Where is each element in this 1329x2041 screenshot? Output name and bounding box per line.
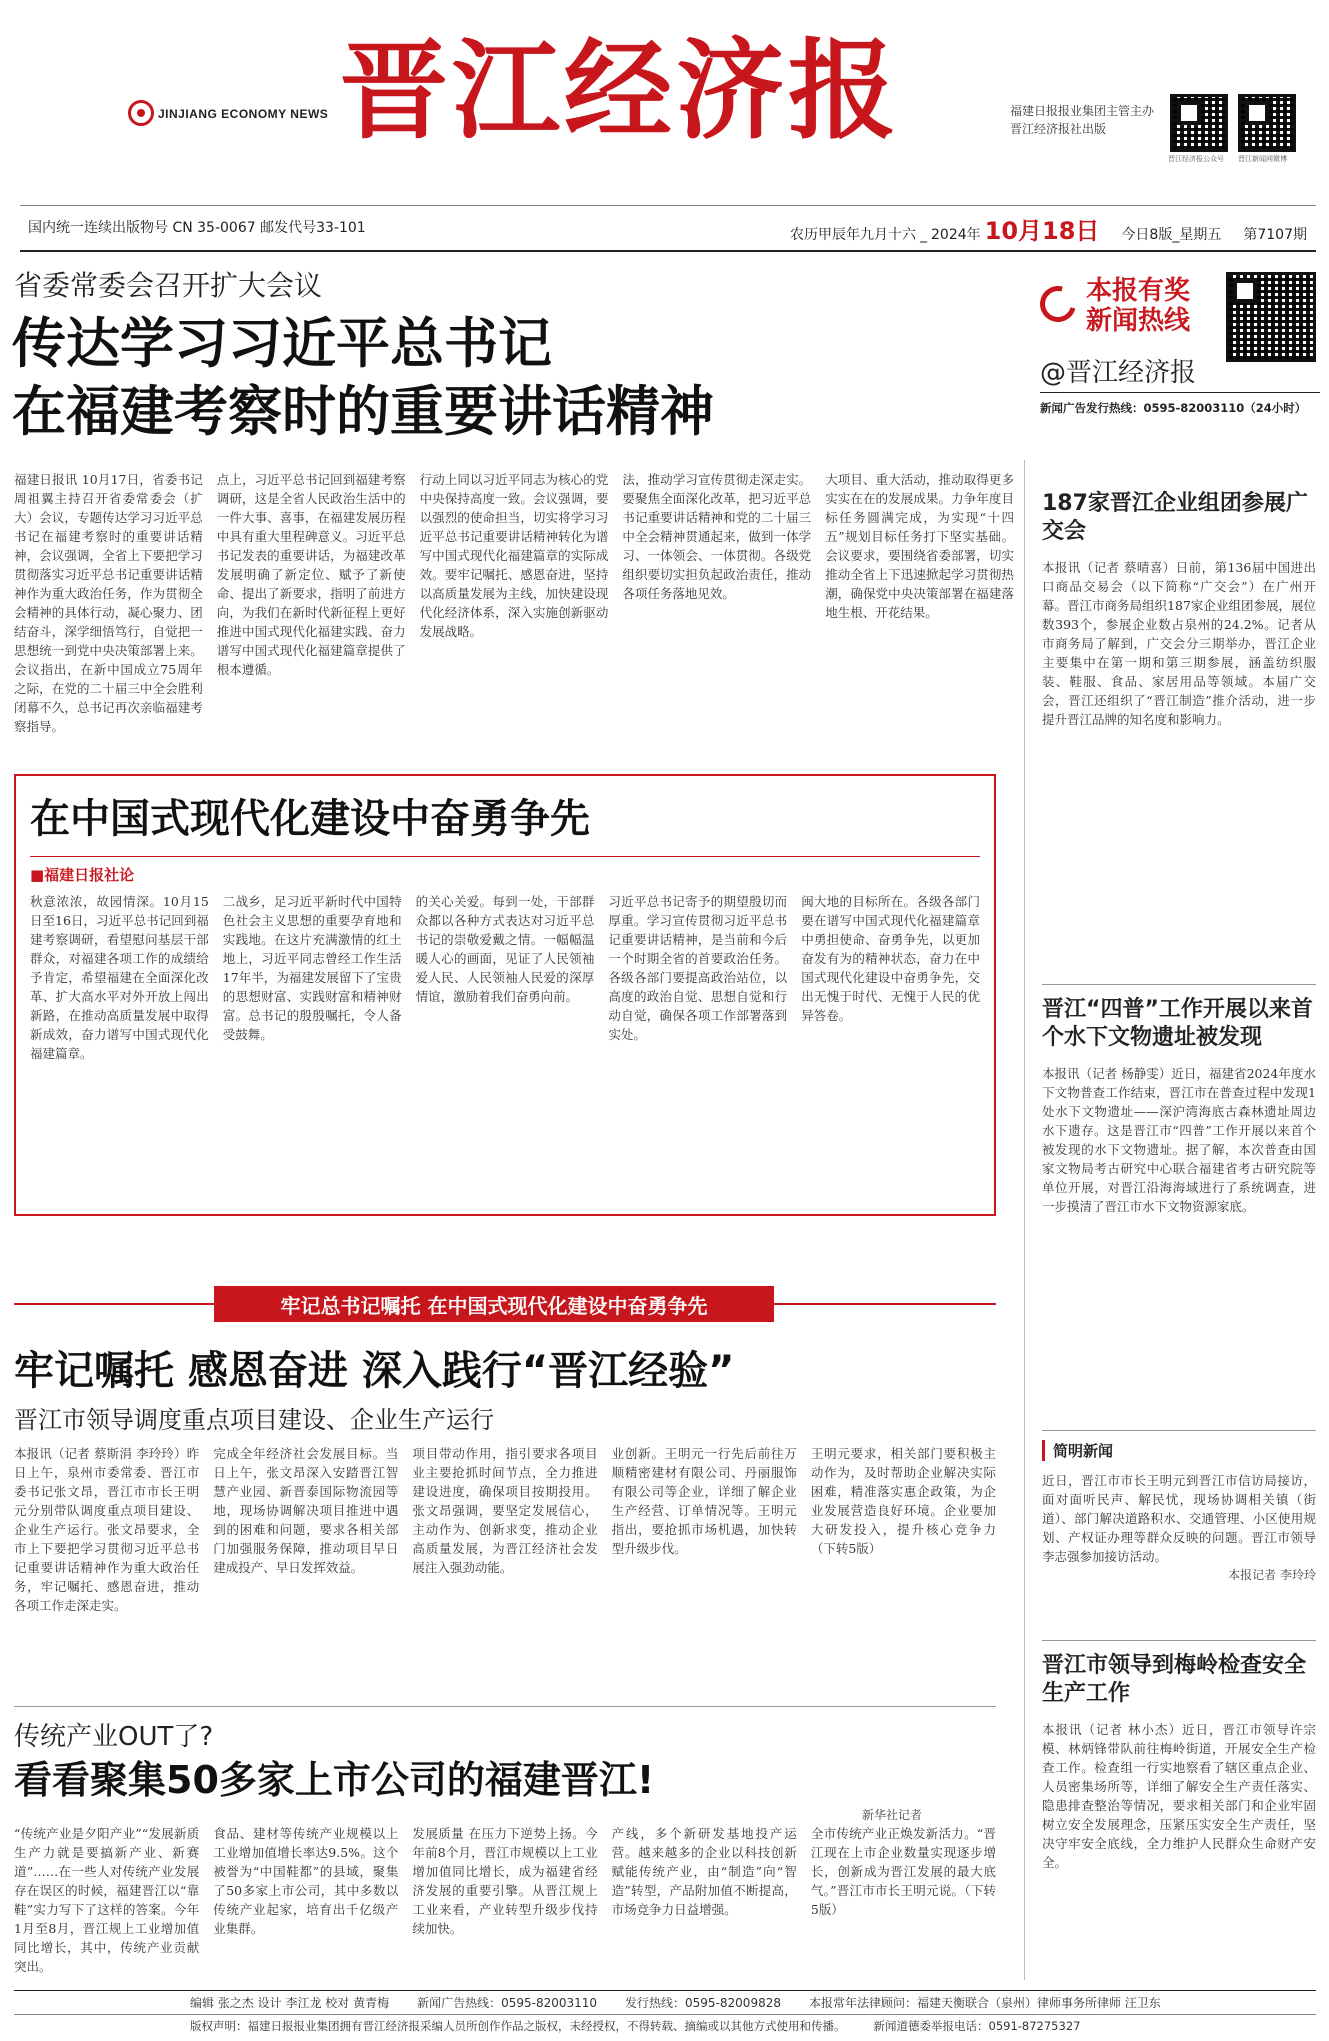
section-banner bbox=[214, 1286, 774, 1322]
story2-col-2: 完成全年经济社会发展目标。当日上午，张文昂深入安踏晋江智慧产业园、新晋泰国际物流园等地，现场协调解决项目推进中遇到的困难和问题，要求各相关部门加强服务保障，推动项目早日建成投产、早日发挥效益。 bbox=[213, 1446, 399, 1575]
qr1-caption: 晋江经济报公众号 bbox=[1168, 155, 1224, 163]
story3-headline: 看看聚集50多家上市公司的福建晋江! bbox=[14, 1758, 655, 1802]
lead-headline-2: 在福建考察时的重要讲话精神 bbox=[12, 380, 714, 443]
lead-body bbox=[14, 470, 1014, 760]
date-line: 农历甲辰年九月十六 _ 2024年 10月18日 今日8版_星期五 第7107期 bbox=[790, 211, 1307, 246]
editorial-box bbox=[14, 774, 996, 1216]
hotline-phone: 新闻广告发行热线：0595-82003110（24小时） bbox=[1040, 401, 1307, 415]
story3-kicker: 传统产业OUT了? bbox=[14, 1722, 214, 1752]
footer-row-1 bbox=[190, 1994, 1161, 2011]
logo-english: JINJIANG ECONOMY NEWS bbox=[158, 107, 329, 121]
story3-col-3: 发展质量 在压力下逆势上扬。今年前8个月，晋江市规模以上工业增加值同比增长，成为福建省经济发展的重要引擎。从晋江规上工业来看，产业转型升级步伐持续加快。 bbox=[412, 1826, 598, 1936]
lead-col-1: 福建日报讯 10月17日，省委书记周祖翼主持召开省委常委会（扩大）会议，专题传达学习习近平总书记在福建考察时的重要讲话精神，会议强调，全省上下要把学习贯彻落实习近平总书记重要讲话精神作为重大政治任务，作为贯彻全会精神的具体行动，凝心聚力、团结奋斗，深学细悟笃行，自觉把一思想统一到党中央决策部署上来。会议指出，在新中国成立75周年之际，在党的二十届三中全会胜利闭幕不久，总书记再次亲临福建考察指导。 bbox=[14, 472, 203, 734]
section-banner-text: 牢记总书记嘱托 在中国式现代化建设中奋勇争先 bbox=[280, 1293, 708, 1318]
editorial-headline: 在中国式现代化建设中奋勇争先 bbox=[30, 796, 590, 842]
info-bar bbox=[0, 205, 1329, 251]
sidebar-story2-text: 本报讯（记者 杨静雯）近日，福建省2024年度水下文物普查工作结束，晋江市在普查过程中发现1处水下文物遗址——深沪湾海底古森林遗址周边水下遗存。这是晋江市“四普”工作开展以来首个被发现的水下文物遗址。据了解，本次普查由国家文物局考古研究中心联合福建省考古研究院等单位开展，对晋江沿海海域进行了系统调查，进一步摸清了晋江市水下文物资源家底。 bbox=[1042, 1066, 1316, 1214]
weibo-qr-code bbox=[1238, 94, 1296, 152]
date-big: 10月18日 bbox=[984, 217, 1100, 245]
footer-copyright: 版权声明：福建日报报业集团拥有晋江经济报采编人员所创作作品之版权，未经授权，不得转载、摘编或以其他方式使用和传播。 bbox=[190, 2019, 846, 2033]
lead-col-2: 点上，习近平总书记回到福建考察调研，这是全省人民政治生活中的一件大事、喜事，在福建发展历程中具有重大里程碑意义。习近平总书记发表的重要讲话，为福建改革发展明确了新定位、赋予了新使命、提出了新要求，指明了前进方向，为我们在新时代新征程上更好推进中国式现代化福建实践、奋力谱写中国式现代化福建篇章提供了根本遵循。 bbox=[216, 472, 406, 677]
newspaper-logo-icon bbox=[128, 100, 154, 126]
footer-credits: 编辑 张之杰 设计 李江龙 校对 黄青梅 bbox=[190, 1996, 390, 2010]
issue-number: 第7107期 bbox=[1243, 227, 1307, 243]
brief-byline: 本报记者 李玲玲 bbox=[1228, 1568, 1316, 1582]
sidebar-story1-title: 187家晋江企业组团参展广交会 bbox=[1042, 491, 1308, 544]
editorial-col-2: 二战乡，足习近平新时代中国特色社会主义思想的重要孕育地和实践地。在这片充满激情的红土地上，习近平同志曾经工作生活17年半，为福建发展留下了宝贵的思想财富、实践财富和精神财富。总书记的殷殷嘱托，令人备受鼓舞。 bbox=[222, 894, 402, 1042]
sidebar-story3-text: 本报讯（记者 林小杰）近日，晋江市领导许宗模、林炳锋带队前往梅岭街道，开展安全生产检查工作。检查组一行实地察看了辖区重点企业、人员密集场所等，详细了解安全生产责任落实、隐患排查整治等情况，要求相关部门和企业牢固树立安全发展理念，压紧压实安全生产责任，坚决守牢安全底线，全力维护人民群众生命财产安全。 bbox=[1042, 1722, 1316, 1870]
story2-col-4: 业创新。王明元一行先后前往万顺精密建材有限公司、丹丽服饰有限公司等企业，详细了解企业生产经营、订单情况等。王明元指出，要抢抓市场机遇，加快转型升级步伐。 bbox=[611, 1446, 797, 1556]
sidebar-story3-title: 晋江市领导到梅岭检查安全生产工作 bbox=[1042, 1653, 1307, 1706]
lead-col-5: 大项目、重大活动，推动取得更多实实在在的发展成果。力争年度目标任务圆满完成，为实现“十四五”规划目标任务打下坚实基础。会议要求，要围绕省委部署，切实推动全省上下迅速掀起学习贯彻热潮，确保党中央决策部署在福建落地生根、开花结果。 bbox=[825, 472, 1014, 620]
weibo-handle: @晋江经济报 bbox=[1040, 358, 1197, 388]
sidebar-story-2 bbox=[1042, 996, 1316, 1426]
hotline-title-1: 本报有奖 bbox=[1086, 276, 1191, 306]
editorial-col-3: 的关心关爱。每到一处，干部群众都以各种方式表达对习近平总书记的崇敬爱戴之情。一幅幅温暖人心的画面，见证了人民领袖爱人民、人民领袖人民爱的深厚情谊，激励着我们奋勇向前。 bbox=[415, 894, 595, 1004]
editorial-col-1: 秋意浓浓，故园情深。10月15日至16日，习近平总书记回到福建考察调研，看望慰问基层干部群众，对福建各项工作的成绩给予肯定，希望福建在全面深化改革、扩大高水平对外开放上闯出新路，在推动高质量发展中取得新成效，奋力谱写中国式现代化福建篇章。 bbox=[30, 894, 209, 1061]
editorial-source: ■福建日报社论 bbox=[30, 866, 135, 884]
sidebar-brief bbox=[1042, 1440, 1316, 1600]
sidebar-story1-text: 本报讯（记者 蔡晴喜）日前，第136届中国进出口商品交易会（以下简称“广交会”）在广州开幕。晋江市商务局组织187家企业组团参展，展位数393个，参展企业数占泉州的24.2%。记者从市商务局了解到，广交会分三期举办，晋江企业主要集中在第一期和第三期参展，涵盖纺织服装、鞋服、食品、家居用品等领域。本届广交会，晋江还组织了“晋江制造”推介活动，进一步提升晋江品牌的知名度和影响力。 bbox=[1042, 560, 1316, 727]
editorial-col-5: 闽大地的目标所在。各级各部门要在谱写中国式现代化福建篇章中勇担使命、奋勇争先，以更加奋发有为的精神状态，奋力在中国式现代化建设中奋勇争先，交出无愧于时代、无愧于人民的优异答卷。 bbox=[801, 894, 980, 1023]
editorial-body bbox=[30, 892, 980, 1204]
story3-col-5: 全市传统产业正焕发新活力。“晋江现在上市企业数量实现逐步增长，创新成为晋江发展的最大底气。”晋江市市长王明元说。（下转5版） bbox=[810, 1826, 996, 1917]
year-text: 2024年 bbox=[931, 227, 981, 243]
footer-ad-phone: 新闻广告热线：0595-82003110 bbox=[417, 1996, 598, 2010]
hotline-box bbox=[1040, 272, 1320, 448]
footer-legal: 本报常年法律顾问：福建天衡联合（泉州）律师事务所律师 汪卫东 bbox=[808, 1996, 1161, 2010]
footer-dist-phone: 发行热线：0595-82009828 bbox=[625, 1996, 781, 2010]
wechat-qr-code bbox=[1170, 94, 1228, 152]
story3-col-1: “传统产业是夕阳产业”“发展新质生产力就是要搞新产业、新赛道”……在一些人对传统产业发展存在误区的时候，福建晋江以“靠鞋”实力写下了这样的答案。今年1月至8月，晋江规上工业增加值同比增长，其中，传统产业贡献突出。 bbox=[14, 1826, 200, 1974]
qr2-caption: 晋江新闻网微博 bbox=[1238, 155, 1287, 163]
publisher-line2: 晋江经济报社出版 bbox=[1010, 122, 1107, 136]
sidebar-story-1 bbox=[1042, 490, 1316, 980]
story2-col-1: 本报讯（记者 蔡斯涓 李玲玲）昨日上午，泉州市委常委、晋江市委书记张文昂，晋江市市长王明元分别带队调度重点项目建设、企业生产运行。张文昂要求，全市上下要把学习贯彻习近平总书记重要讲话精神作为重大政治任务，牢记嘱托、感恩奋进，推动各项工作走深走实。 bbox=[14, 1446, 200, 1613]
issn-line: 国内统一连续出版物号 CN 35-0067 邮发代号33-101 bbox=[28, 220, 366, 236]
story3-body bbox=[14, 1824, 996, 1982]
story3-col-4: 产线，多个新研发基地投产运营。越来越多的企业以科技创新赋能传统产业，由“制造”向“智造”转型，产品附加值不断提高，市场竞争力日益增强。 bbox=[611, 1826, 797, 1917]
story3-col-2: 食品、建材等传统产业规模以上工业增加值增长率达9.5%。这个被誉为“中国鞋都”的县域，聚集了50多家上市公司，其中多数以传统产业起家，培育出千亿级产业集群。 bbox=[213, 1826, 399, 1936]
publisher-line1: 福建日报报业集团主管主办 bbox=[1010, 104, 1155, 118]
footer-report-phone: 新闻道德委举报电话：0591-87275327 bbox=[873, 2019, 1081, 2033]
story2-body bbox=[14, 1444, 996, 1694]
story2-col-3: 项目带动作用，指引要求各项目业主要抢抓时间节点，全力推进建设进度，确保项目按期投用。张文昂强调，要坚定发展信心，主动作为、创新求变，推动企业高质量发展，为晋江经济社会发展注入强劲动能。 bbox=[412, 1446, 598, 1575]
hotline-qr-code bbox=[1226, 272, 1316, 362]
lunar-date: 农历甲辰年九月十六 bbox=[790, 227, 916, 243]
newspaper-title: 晋江经济报 bbox=[340, 29, 901, 154]
masthead bbox=[0, 0, 1329, 163]
story2-headline: 牢记嘱托 感恩奋进 深入践行“晋江经验” bbox=[14, 1348, 735, 1394]
brief-label bbox=[1042, 1440, 1316, 1461]
footer-row-2 bbox=[190, 2018, 1080, 2034]
lead-headline-1: 传达学习习近平总书记 bbox=[12, 312, 552, 375]
hotline-title-2: 新闻热线 bbox=[1086, 306, 1191, 336]
brief-label-text: 简明新闻 bbox=[1053, 1442, 1114, 1460]
story2-subhead: 晋江市领导调度重点项目建设、企业生产运行 bbox=[14, 1406, 494, 1434]
lead-col-3: 行动上同以习近平同志为核心的党中央保持高度一致。会议强调，要以强烈的使命担当，切实将学习习近平总书记重要讲话精神转化为谱写中国式现代化福建篇章的实际成效。要牢记嘱托、感恩奋进，坚持以高质量发展为主线，加快建设现代化经济体系，深入实施创新驱动发展战略。 bbox=[419, 472, 609, 639]
story3-source: 新华社记者 bbox=[862, 1808, 923, 1822]
sidebar-story-3 bbox=[1042, 1652, 1316, 1982]
editorial-col-4: 习近平总书记寄予的期望殷切而厚重。学习宣传贯彻习近平总书记重要讲话精神，是当前和今后一个时期全省的首要政治任务。各级各部门要提高政治站位，以高度的政治自觉、思想自觉和行动自觉，确保各项工作部署落到实处。 bbox=[608, 894, 788, 1042]
lead-col-4: 法，推动学习宣传贯彻走深走实。要聚焦全面深化改革，把习近平总书记重要讲话精神和党的二十届三中全会精神贯通起来，做到一体学习、一体领会、一体贯彻。各级党组织要切实担负起政治责任，推动各项任务落地见效。 bbox=[622, 472, 812, 601]
weekday-text: 今日8版_星期五 bbox=[1121, 227, 1222, 243]
lead-kicker: 省委常委会召开扩大会议 bbox=[14, 269, 323, 302]
sidebar-story2-title: 晋江“四普”工作开展以来首个水下文物遗址被发现 bbox=[1042, 997, 1313, 1050]
phone-icon bbox=[1033, 279, 1082, 328]
brief-text: 近日，晋江市市长王明元到晋江市信访局接访，面对面听民声、解民忧，现场协调相关镇（街道）、部门解决道路积水、交通管理、小区使用规划、产权证办理等群众反映的问题。晋江市领导李志强参加接访活动。 bbox=[1042, 1473, 1316, 1564]
story2-col-5: 王明元要求，相关部门要积极主动作为，及时帮助企业解决实际困难，精准落实惠企政策，为企业发展营造良好环境。企业要加大研发投入，提升核心竞争力（下转5版） bbox=[810, 1446, 996, 1556]
